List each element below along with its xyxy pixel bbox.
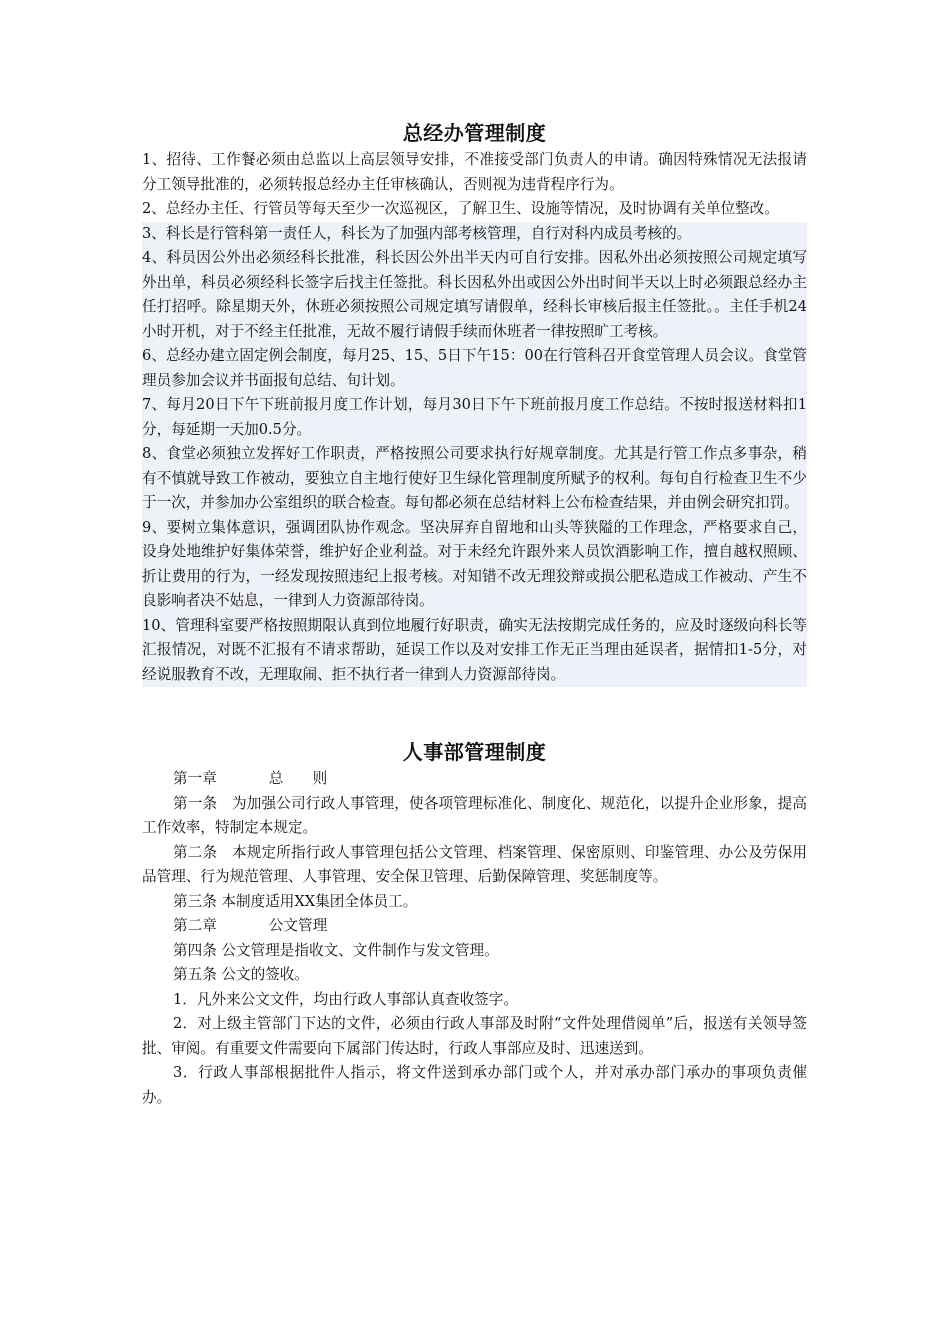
article-line: 第四条 公文管理是指收文、文件制作与发文管理。 <box>173 941 499 959</box>
section2-title: 人事部管理制度 <box>402 740 547 764</box>
article-line: 1．凡外来公文文件，均由行政人事部认真查收签字。 <box>173 990 518 1008</box>
section1-paragraph: 1、招待、工作餐必须由总监以上高层领导安排，不准接受部门负责人的申请。确因特殊情况无法报请分工领导批准的，必须转报总经办主任审核确认，否则视为违背程序行为。 <box>142 151 807 193</box>
section1-paragraph: 10、管理科室要严格按照期限认真到位地履行好职责，确实无法按期完成任务的，应及时逐级向科长等汇报情况，对既不汇报有不请求帮助，延误工作以及对安排工作无正当理由延误者，据情扣1-5分，对经说服教育不改，无理取闹、拒不执行者一律到人力资源部待岗。 <box>142 616 807 683</box>
section1-paragraph: 2、总经办主任、行管员等每天至少一次巡视区，了解卫生、设施等情况，及时协调有关单位整改。 <box>142 200 779 217</box>
chapter-name: 总 则 <box>268 770 328 787</box>
chapter-heading <box>142 767 807 792</box>
shaded-block <box>142 222 807 688</box>
section1-paragraph: 6、总经办建立固定例会制度，每月25、15、5日下午15：00在行管科召开食堂管理人员会议。食堂管理员参加会议并书面报旬总结、旬计划。 <box>142 347 807 389</box>
chapter-heading <box>142 914 807 939</box>
article-line: 第二条 本规定所指行政人事管理包括公文管理、档案管理、保密原则、印鉴管理、办公及劳保用品管理、行为规范管理、人事管理、安全保卫管理、后勤保障管理、奖惩制度等。 <box>142 843 807 885</box>
section-gap <box>142 687 807 737</box>
article-line: 第五条 公文的签收。 <box>173 966 309 983</box>
section1-paragraph: 7、每月20日下午下班前报月度工作计划，每月30日下午下班前报月度工作总结。不按时报送材料扣1分，每延期一天加0.5分。 <box>142 396 807 438</box>
article-line: 第三条 本制度适用XX集团全体员工。 <box>173 892 418 910</box>
section1-paragraph: 8、食堂必须独立发挥好工作职责，严格按照公司要求执行好规章制度。尤其是行管工作点多事杂，稍有不慎就导致工作被动，要独立自主地行使好卫生绿化管理制度所赋予的权利。每旬自行检查卫生不少于一次，并参加办公室组织的联合检查。每旬都必须在总结材料上公布检查结果，并由例会研究扣罚。 <box>142 445 807 511</box>
article-line: 3．行政人事部根据批件人指示，将文件送到承办部门或个人，并对承办部门承办的事项负责催办。 <box>142 1064 807 1106</box>
chapter-number: 第二章 <box>173 917 217 934</box>
section1-paragraph: 9、要树立集体意识，强调团队协作观念。坚决屏弃自留地和山头等狭隘的工作理念，严格要求自己，设身处地维护好集体荣誉，维护好企业利益。对于未经允许跟外来人员饮酒影响工作，擅自越权照顾、折让费用的行为，一经发现按照违纪上报考核。对知错不改无理狡辩或损公肥私造成工作被动、产生不良影响者决不姑息，一律到人力资源部待岗。 <box>142 518 807 609</box>
document-content <box>142 118 807 1110</box>
section1-paragraph: 4、科员因公外出必须经科长批准，科长因公外出半天内可自行安排。因私外出必须按照公司规定填写外出单，科员必须经科长签字后找主任签批。科长因私外出或因公外出时间半天以上时必须跟总经办主任打招呼。除星期天外，休班必须按照公司规定填写请假单，经科长审核后报主任签批。。主任手机24小时开机，对于不经主任批准，无故不履行请假手续而休班者一律按照旷工考核。 <box>142 249 807 340</box>
section1-title: 总经办管理制度 <box>402 121 547 145</box>
section1-paragraph: 3、科长是行管科第一责任人，科长为了加强内部考核管理，自行对科内成员考核的。 <box>142 224 692 242</box>
article-line: 第一条 为加强公司行政人事管理，使各项管理标准化、制度化、规范化，以提升企业形象，提高工作效率，特制定本规定。 <box>142 794 807 836</box>
chapter-name: 公文管理 <box>268 917 328 934</box>
chapter-number: 第一章 <box>173 770 217 787</box>
article-line: 2．对上级主管部门下达的文件，必须由行政人事部及时附“文件处理借阅单”后，报送有关领导签批、审阅。有重要文件需要向下属部门传达时，行政人事部应及时、迅速送到。 <box>142 1015 807 1057</box>
